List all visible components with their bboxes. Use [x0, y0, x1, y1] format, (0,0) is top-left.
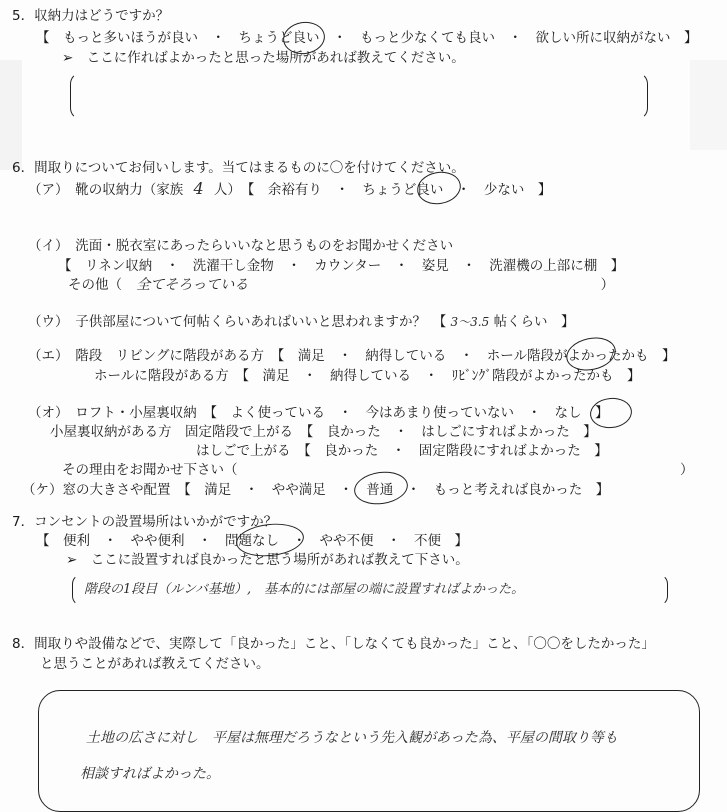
q6-a-line: [28, 180, 551, 199]
q6-e-line1: （エ） 階段 リビングに階段がある方 【 満足 ・ 納得している ・ ホール階段がよかったかも 】: [28, 348, 676, 364]
q6-u-answer: 3〜3.5: [450, 315, 490, 329]
q6-i-other-close: ）: [600, 277, 615, 293]
show-through-mark: [690, 60, 727, 150]
q5-heading: 5．収納力はどうですか？: [12, 8, 170, 24]
q8-answer-line2: 相談すればよかった。: [80, 766, 220, 782]
q7-answer: 階段の1段目（ルンバ基地）, 基本的には部屋の端に設置すればよかった。: [84, 582, 525, 597]
q7-heading: 7．コンセントの設置場所はいかがですか？: [12, 514, 278, 530]
q6-i-other-answer: 全てそろっている: [136, 277, 249, 293]
q7-options: 【 便利 ・ やや便利 ・ 問題なし ・ やや不便 ・ 不便 】: [36, 533, 468, 549]
q6-a-options: 人） 【 余裕有り ・ ちょうど良い ・ 少ない 】: [213, 182, 552, 198]
q6-u-suffix: 帖くらい 】: [493, 314, 575, 330]
q6-o-line1: （オ） ロフト・小屋裏収納 【 よく使っている ・ 今はあまり使っていない ・ なし 】: [28, 405, 609, 421]
q6-a-label: （ア） 靴の収納力（家族: [28, 182, 184, 198]
q6-i-other: [68, 277, 614, 294]
q8-heading2: と思うことがあれば教えてください。: [40, 656, 270, 672]
q6-ke-selected-circle: [352, 468, 410, 507]
q6-o-line4: その理由をお聞かせ下さい（: [62, 462, 238, 478]
q6-heading: 6．間取りについてお伺いします。当てはまるものに〇を付けてください。: [12, 160, 465, 176]
q5-sub: ➢ ここに作ればよかったと思った場所があれば教えてください。: [62, 50, 465, 66]
q8-answer-box[interactable]: [38, 690, 700, 812]
q6-a-family-count: 4: [193, 179, 204, 198]
q6-o-line2: 小屋裏収納がある方 固定階段で上がる 【 良かった ・ はしごにすればよかった 】: [50, 424, 597, 440]
q6-e-line2: ホールに階段がある方 【 満足 ・ 納得している ・ ﾘﾋﾞﾝｸﾞ階段がよかったかも 】: [94, 368, 641, 384]
q6-i-line1: （イ） 洗面・脱衣室にあったらいいなと思うものをお聞かせください: [28, 238, 454, 254]
q8-answer-line1: 土地の広さに対し 平屋は無理だろうなという先入観があった為、平屋の間取り等も: [86, 730, 618, 746]
q6-ke-line: （ケ）窓の大きさや配置 【 満足 ・ やや満足 ・ 普通 ・ もっと考えれば良かった 】: [22, 482, 610, 498]
q6-i-line2: 【 リネン収納 ・ 洗濯干し金物 ・ カウンター ・ 姿見 ・ 洗濯機の上部に棚 】: [58, 258, 625, 274]
q6-o-line4-close: ）: [680, 462, 694, 478]
q5-options: 【 もっと多いほうが良い ・ ちょうど良い ・ もっと少なくても良い ・ 欲しい所に収納がない 】: [36, 30, 698, 46]
q6-o-line3: はしごで上がる 【 良かった ・ 固定階段にすればよかった 】: [196, 443, 608, 459]
q5-answer-box[interactable]: [70, 72, 648, 120]
q6-u-line: [28, 314, 575, 331]
q7-sub: ➢ ここに設置すれば良かったと思う場所があれば教えて下さい。: [66, 552, 469, 568]
show-through-mark: [0, 60, 22, 170]
q6-i-other-label: その他（: [68, 277, 122, 293]
q8-heading: 8．間取りや設備などで、実際して「良かった」こと、「しなくても良かった」こと、「〇〇をしたかった」: [12, 636, 655, 652]
q6-u-label: （ウ） 子供部屋について何帖くらいあればいいと思われますか？ 【: [28, 314, 447, 330]
